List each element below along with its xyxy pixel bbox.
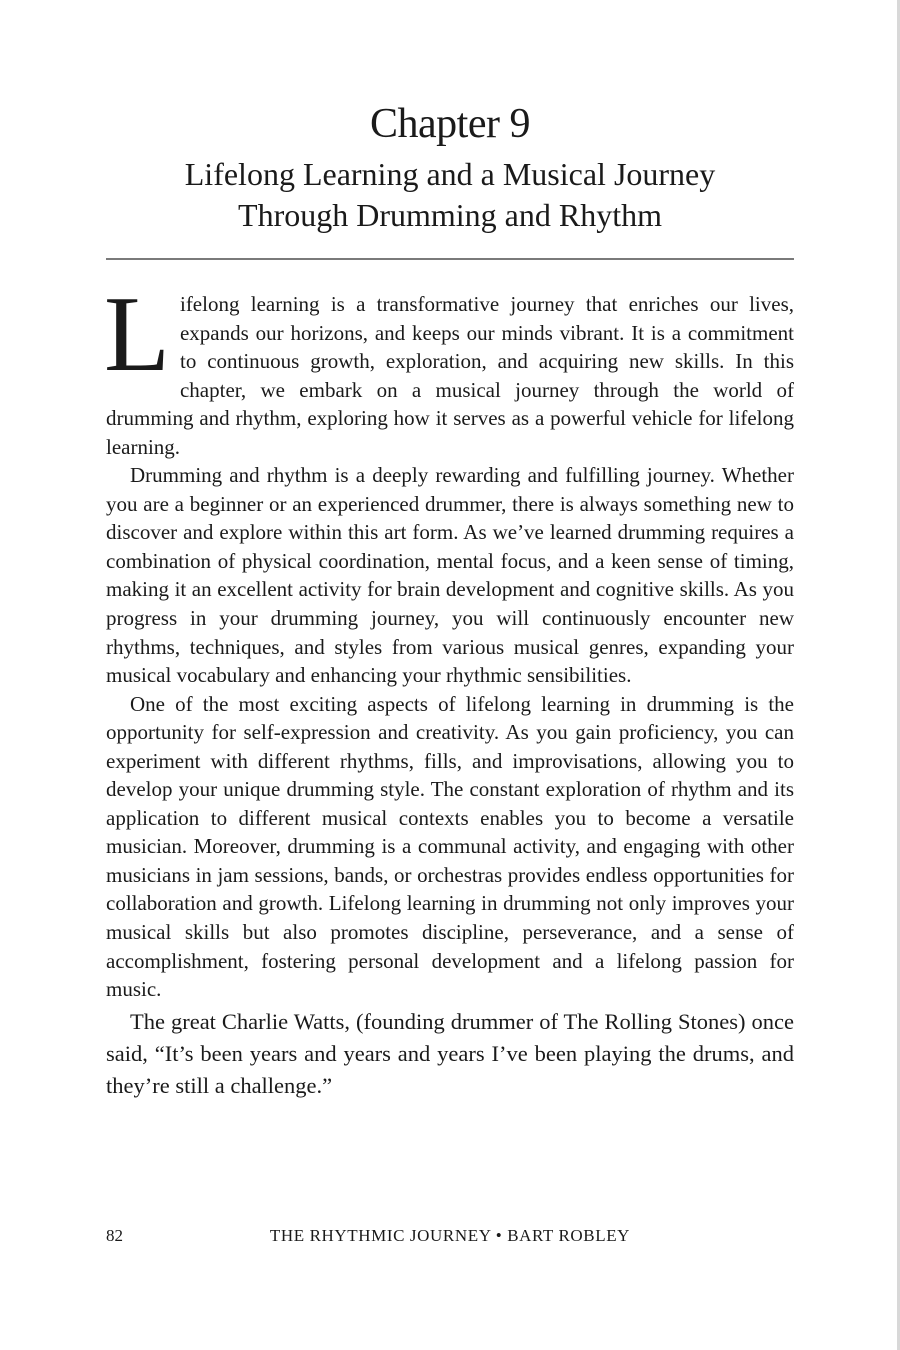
drop-cap: L: [104, 275, 170, 394]
paragraph-1: [104, 275, 794, 461]
chapter-title-line-1: Lifelong Learning and a Musical Journey: [184, 156, 716, 192]
paragraph-3: One of the most exciting aspects of lifelong learning in drumming is the opportunity for self-expression and creativity. As you gain proficiency, you can experiment with different rhythms, fills, and improvisations, allowing you to develop your unique drumming style. The constant exploration of rhythm and its application to different musical contexts enables you to become a versatile musician. Moreover, drumming is a communal activity, and engaging with other musicians in jam sessions, bands, or orchestras provides endless opportunities for collaboration and growth. Lifelong learning in drumming not only improves your musical skills but also promotes discipline, perseverance, and a sense of accomplishment, fostering personal development and a lifelong passion for music.: [106, 691, 794, 1002]
running-head: THE RHYTHMIC JOURNEY • BART ROBLEY: [269, 1226, 631, 1245]
chapter-title: [0, 154, 900, 236]
page-number: 82: [106, 1226, 123, 1245]
paragraph-1-text: ifelong learning is a transformative journey that enriches our lives, expands our horizons, and keeps our minds vibrant. It is a commitment to continuous growth, exploration, and acquiring new skills. In this chapter, we embark on a musical journey through the world of drumming and rhythm, exploring how it serves as a powerful vehicle for lifelong learning.: [106, 292, 794, 459]
paragraph-2: Drumming and rhythm is a deeply rewarding and fulfilling journey. Whether you are a beginner or an experienced drummer, there is always something new to discover and explore within this art form. As we’ve learned drumming requires a combination of physical coordination, mental focus, and a keen sense of timing, making it an excellent activity for brain development and cognitive skills. As you progress in your drumming journey, you will continuously encounter new rhythms, techniques, and styles from various musical genres, expanding your musical vocabulary and enhancing your rhythmic sensibilities.: [106, 463, 794, 688]
paragraph-4: The great Charlie Watts, (founding drummer of The Rolling Stones) once said, “It’s been years and years and years I’ve been playing the drums, and they’re still a challenge.”: [106, 1008, 794, 1098]
chapter-title-line-2: Through Drumming and Rhythm: [238, 197, 662, 233]
chapter-number: Chapter 9: [370, 101, 530, 147]
page-footer: [106, 1224, 794, 1248]
title-divider: [106, 258, 794, 260]
chapter-body: [104, 275, 794, 1102]
